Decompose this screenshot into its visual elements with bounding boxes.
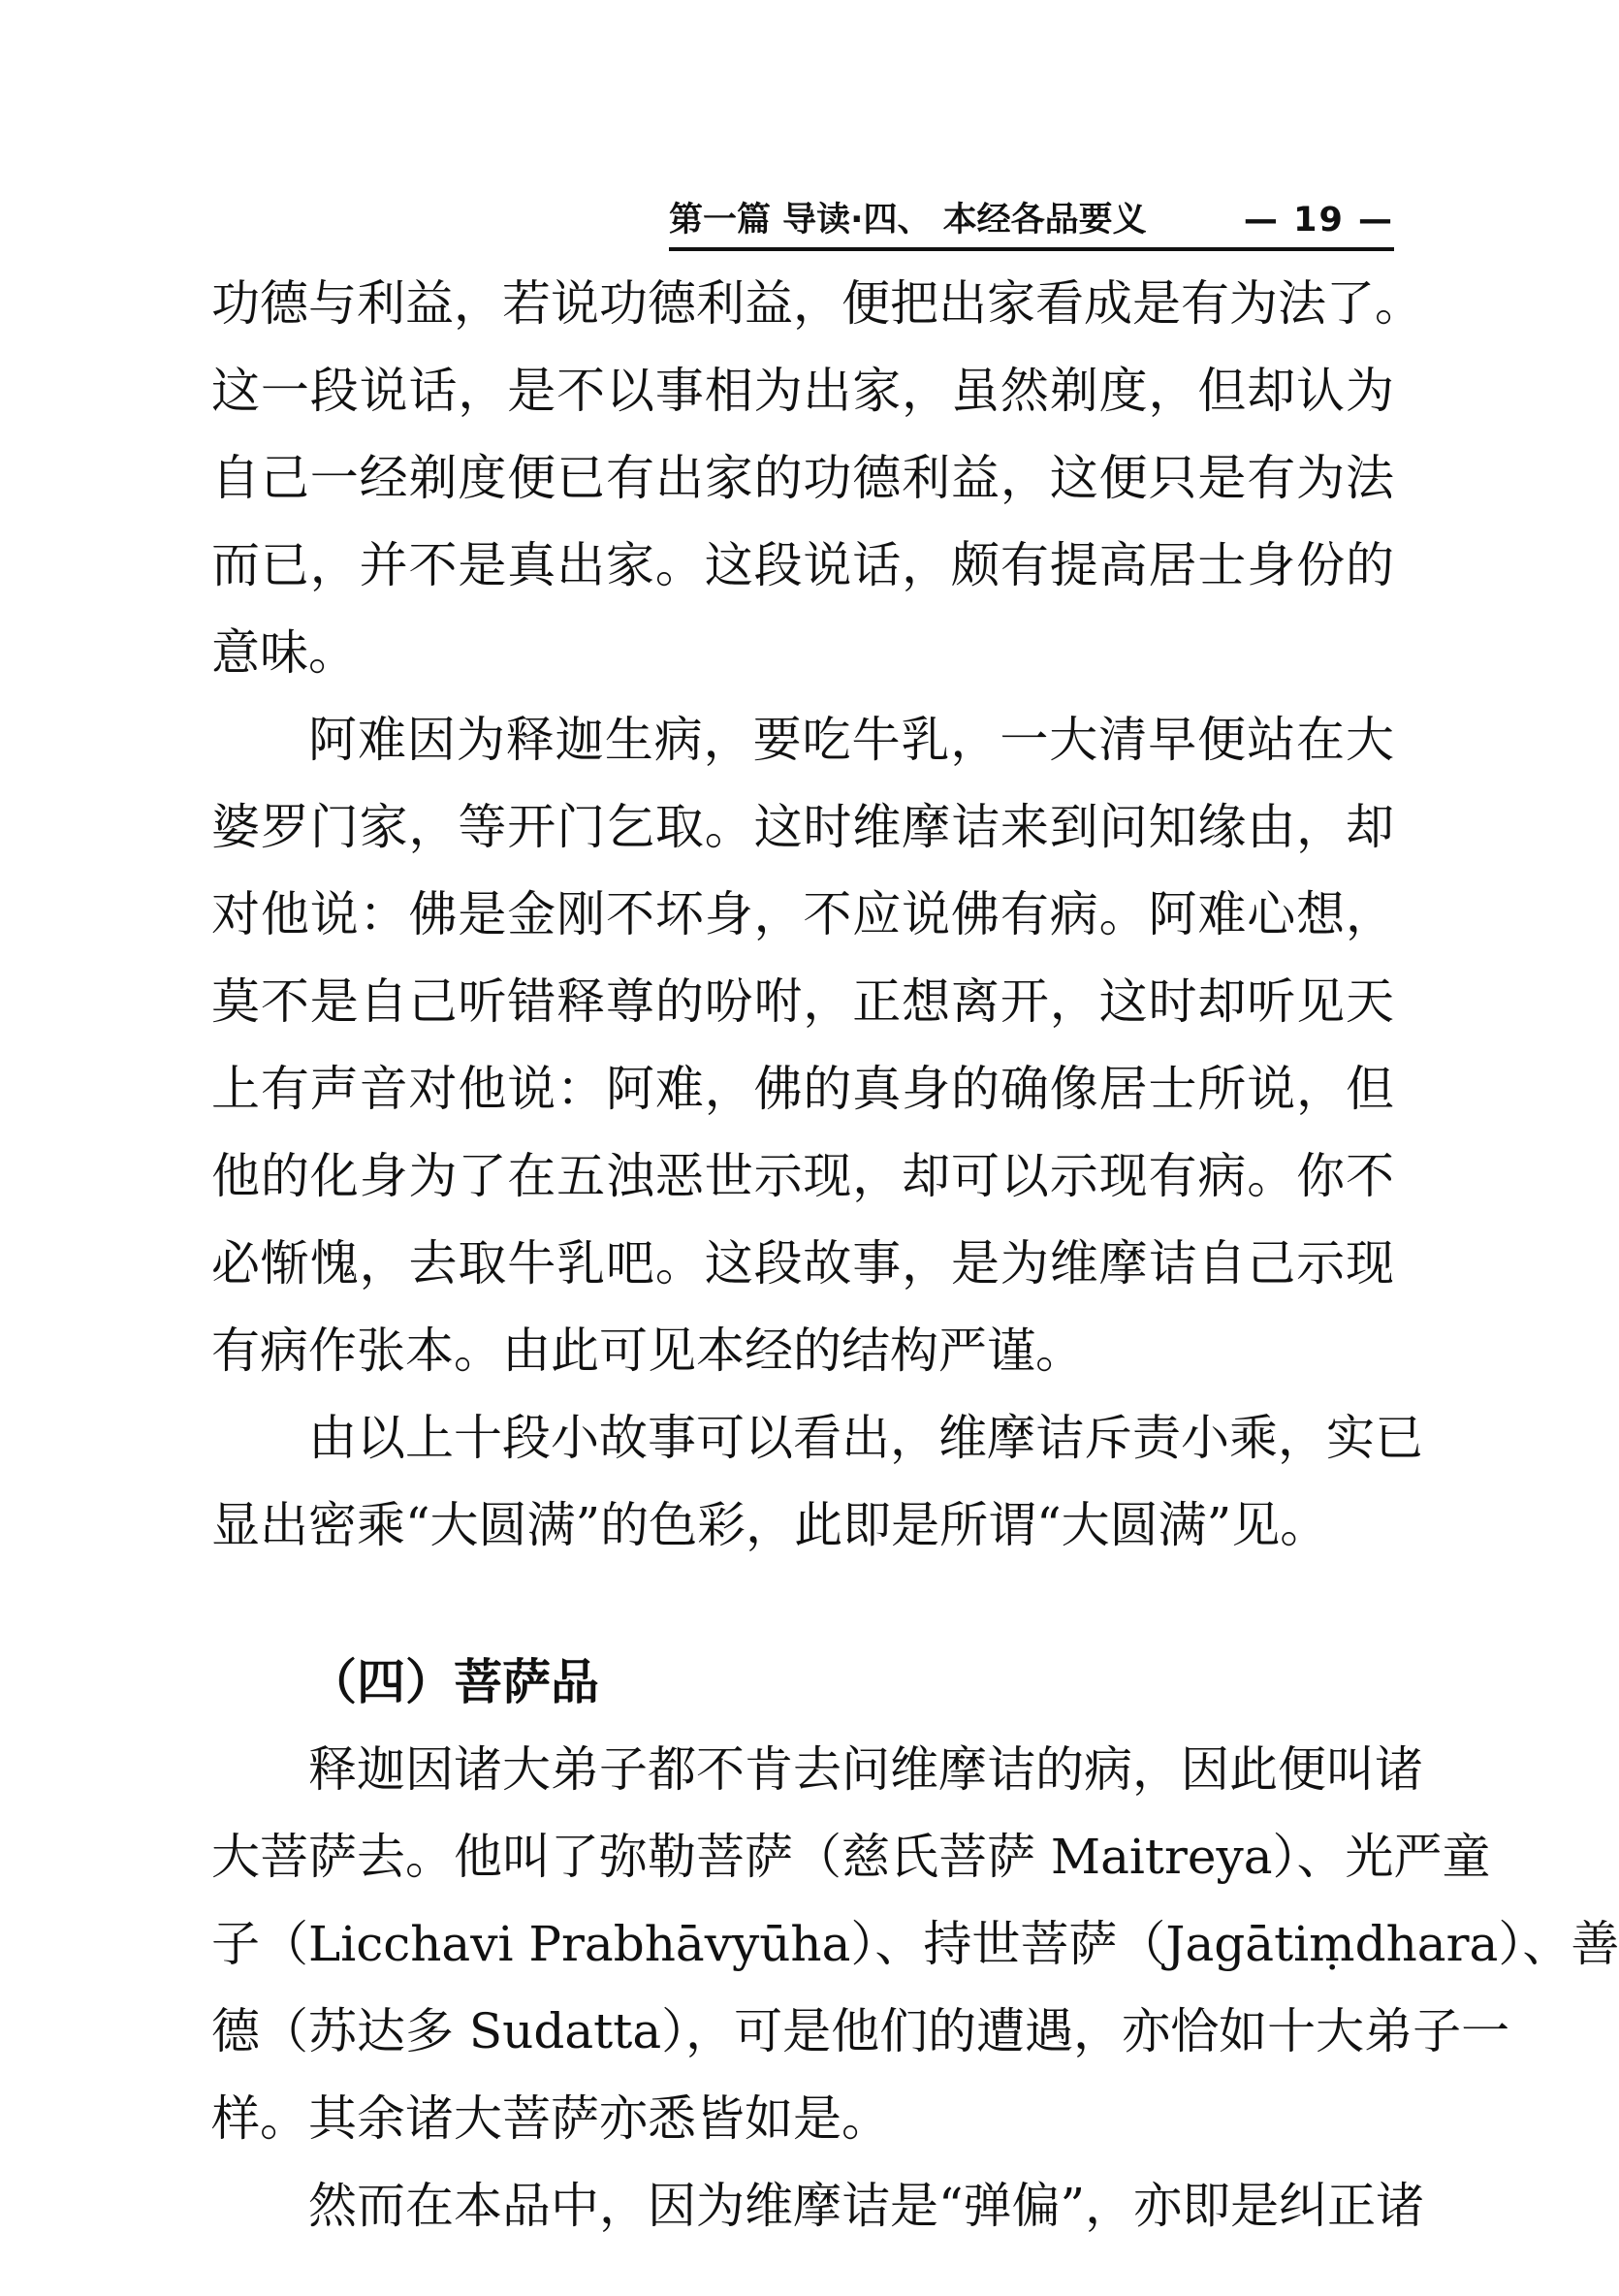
text-line: 功德与利益，若说功德利益，便把出家看成是有为法了。: [211, 275, 1423, 332]
text-line: 意味。: [211, 624, 357, 681]
header-title: 第一篇 导读·四、 本经各品要义: [669, 201, 1147, 239]
text-line: 释迦因诸大弟子都不肯去问维摩诘的病，因此便叫诸: [308, 1741, 1423, 1798]
text-line: 这一段说话，是不以事相为出家，虽然剃度，但却认为: [211, 363, 1394, 419]
section-paragraph-1: [211, 1726, 1619, 2162]
running-header: [669, 196, 1394, 244]
text-line: 莫不是自己听错释尊的吩咐，正想离开，这时却听见天: [211, 973, 1394, 1030]
text-line: 有病作张本。由此可见本经的结构严谨。: [211, 1323, 1084, 1379]
paragraph-2: [211, 696, 1394, 1394]
text-line: 而已，并不是真出家。这段说话，颇有提高居士身份的: [211, 537, 1394, 593]
text-line: 大菩萨去。他叫了弥勒菩萨（慈氏菩萨 Maitreya）、光严童: [211, 1829, 1491, 1885]
text-line: 婆罗门家，等开门乞取。这时维摩诘来到问知缘由，却: [211, 799, 1394, 855]
text-line: 阿难因为释迦生病，要吃牛乳，一大清早便站在大: [308, 712, 1394, 768]
text-line: 他的化身为了在五浊恶世示现，却可以示现有病。你不: [211, 1148, 1394, 1204]
text-line: 然而在本品中，因为维摩诘是“弹偏”，亦即是纠正诸: [308, 2178, 1425, 2234]
body-text: [211, 260, 1619, 2249]
header-rule: [669, 247, 1394, 251]
text-line: 上有声音对他说：阿难，佛的真身的确像居士所说，但: [211, 1061, 1394, 1117]
text-line: 对他说：佛是金刚不坏身，不应说佛有病。阿难心想，: [211, 886, 1394, 942]
text-line: 德（苏达多 Sudatta），可是他们的遭遇，亦恰如十大弟子一: [211, 2003, 1510, 2059]
text-line: 子（Licchavi Prabhāvyūha）、持世菩萨（Jagātiṃdhara）、善: [211, 1916, 1619, 1972]
text-line: 必惭愧，去取牛乳吧。这段故事，是为维摩诘自己示现: [211, 1235, 1394, 1292]
text-line: 由以上十段小故事可以看出，维摩诘斥责小乘，实已: [308, 1410, 1423, 1466]
paragraph-1: [211, 260, 1423, 696]
section-heading: （四）菩萨品: [308, 1654, 599, 1710]
text-line: 自己一经剃度便已有出家的功德利益，这便只是有为法: [211, 450, 1394, 506]
section-paragraph-2: [211, 2162, 1425, 2249]
page-number: — 19 —: [1243, 201, 1394, 239]
text-line: 显出密乘“大圆满”的色彩，此即是所谓“大圆满”见。: [211, 1497, 1329, 1553]
text-line: 样。其余诸大菩萨亦悉皆如是。: [211, 2090, 890, 2147]
section-gap: [211, 1569, 1394, 1639]
paragraph-3: [211, 1394, 1423, 1569]
